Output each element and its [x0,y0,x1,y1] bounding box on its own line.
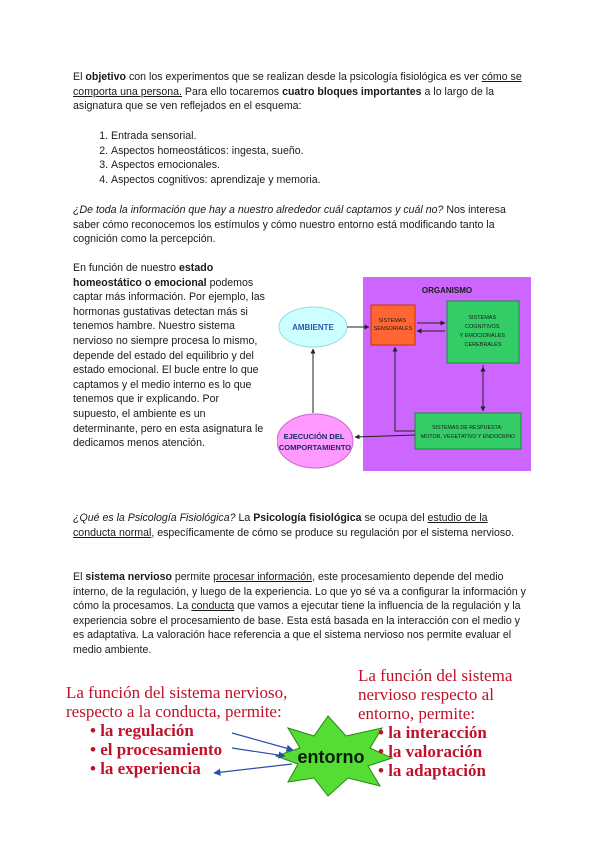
cognitivos-line: Y EMOCIONALES [459,333,505,339]
respuesta-line: MOTOR, VEGETATIVO Y ENDOCRINO [420,434,516,440]
cognitivos-line: CEREBRALES [464,342,502,348]
ejecucion-ellipse [277,414,353,468]
sensoriales-box [371,305,415,345]
question-paragraph: ¿De toda la información que hay a nuestro alrededor cuál captamos y cuál no? Nos interesa saber cómo reconocemos los estímulos y cómo nuestro entorno está modificando tanto la cognición como la percepción. [73,204,506,246]
cognitivos-line: COGNITIVOS [464,324,500,330]
estado-paragraph: En función de nuestro estado homeostático o emocional podemos captar más información. Por ejemplo, las hormonas gustativas detectan más si tenemos hambre. Nuestro sistema nervioso no siempre procesa lo mismo, depende del estado del equilibrio y del estado emocional. El bucle entre lo que captamos y el medio interno es lo que tenemos que ir explicando. Por supuesto, el ambiente es un determinante, pero en esta asignatura le dedicamos menos atención. [73,262,265,450]
ejecucion-line: COMPORTAMIENTO [278,443,352,452]
list-item: 3. Aspectos emocionales. [111,158,321,173]
psicologia-question: ¿Qué es la Psicología Fisiológica? [73,512,236,524]
funcion-conducta-title: La función del sistema nervioso, respecto a la conducta, permite: [66,683,288,721]
list-item: 4. Aspectos cognitivos: aprendizaje y memoria. [111,173,321,188]
objetivo-term: objetivo [85,71,126,83]
funcion-entorno-title: La función del sistema nervioso respecto al entorno, permite: [358,666,513,723]
intro-paragraph: El objetivo con los experimentos que se realizan desde la psicología fisiológica es ver cómo se comporta una persona. Para ello tocaremos cuatro bloques importantes a lo largo de la asignatura que se ven reflejados en el esquema: [73,71,522,113]
sensoriales-line: SISTEMAS [378,318,407,324]
conducta-term: conducta [191,600,235,613]
funcion-entorno-item: • la interacción [378,723,548,742]
funcion-conducta-block [66,683,306,778]
funcion-entorno-block [358,666,548,780]
funcion-entorno-list [378,723,548,780]
estudio-conducta-phrase: estudio de la conducta normal [73,512,488,539]
respuesta-box [415,413,521,449]
como-se-comporta-phrase: cómo se comporta una persona. [73,71,522,98]
ambiente-label: AMBIENTE [292,323,334,332]
funcion-entorno-item: • la adaptación [378,761,548,780]
entorno-label: entorno [297,747,365,767]
cognitivos-box [447,301,519,363]
question-text: ¿De toda la información que hay a nuestro alrededor cuál captamos y cuál no? [73,204,444,216]
sistema-nervioso-term: sistema nervioso [85,571,172,583]
funcion-conducta-item: • la experiencia [90,759,306,778]
funcion-conducta-item: • la regulación [90,721,306,740]
estado-term: estado homeostático o emocional [73,262,214,289]
sistema-nervioso-paragraph: El sistema nervioso permite procesar información, este procesamiento depende del medio interno, de la regulación, y luego de la experiencia. Lo que yo sé va a configurar la información y cómo la procesamos. La conducta que vamos a ejecutar tiene la influencia de la regulación y la experiencia sobre el procesamiento de base. Esta está basada en la interacción con el medio y es adaptativa. La valoración hace referencia a que el sistema nervioso nos permite evaluar el medio ambiente. [73,571,526,656]
funcion-conducta-item: • el procesamiento [90,740,306,759]
cuatro-bloques-term: cuatro bloques importantes [282,85,422,98]
psicologia-term: Psicología fisiológica [253,512,362,524]
organismo-diagram [277,277,531,471]
list-item: 1. Entrada sensorial. [111,129,321,144]
list-item: 2. Aspectos homeostáticos: ingesta, sueño. [111,144,321,159]
psicologia-paragraph: ¿Qué es la Psicología Fisiológica? La Psicología fisiológica se ocupa del estudio de la conducta normal, específicamente de cómo se produce su regulación por el sistema nervioso. [73,512,515,539]
procesar-info-phrase: procesar información [213,571,313,583]
funcion-entorno-item: • la valoración [378,742,548,761]
blocks-list [73,129,321,187]
sensoriales-line: SENSORIALES [373,326,413,332]
cognitivos-line: SISTEMAS [468,315,497,321]
organismo-label: ORGANISMO [421,286,473,295]
ejecucion-line: EJECUCIÓN DEL [283,432,345,441]
respuesta-line: SISTEMAS DE RESPUESTA: [432,425,503,431]
funcion-conducta-list [90,721,306,778]
